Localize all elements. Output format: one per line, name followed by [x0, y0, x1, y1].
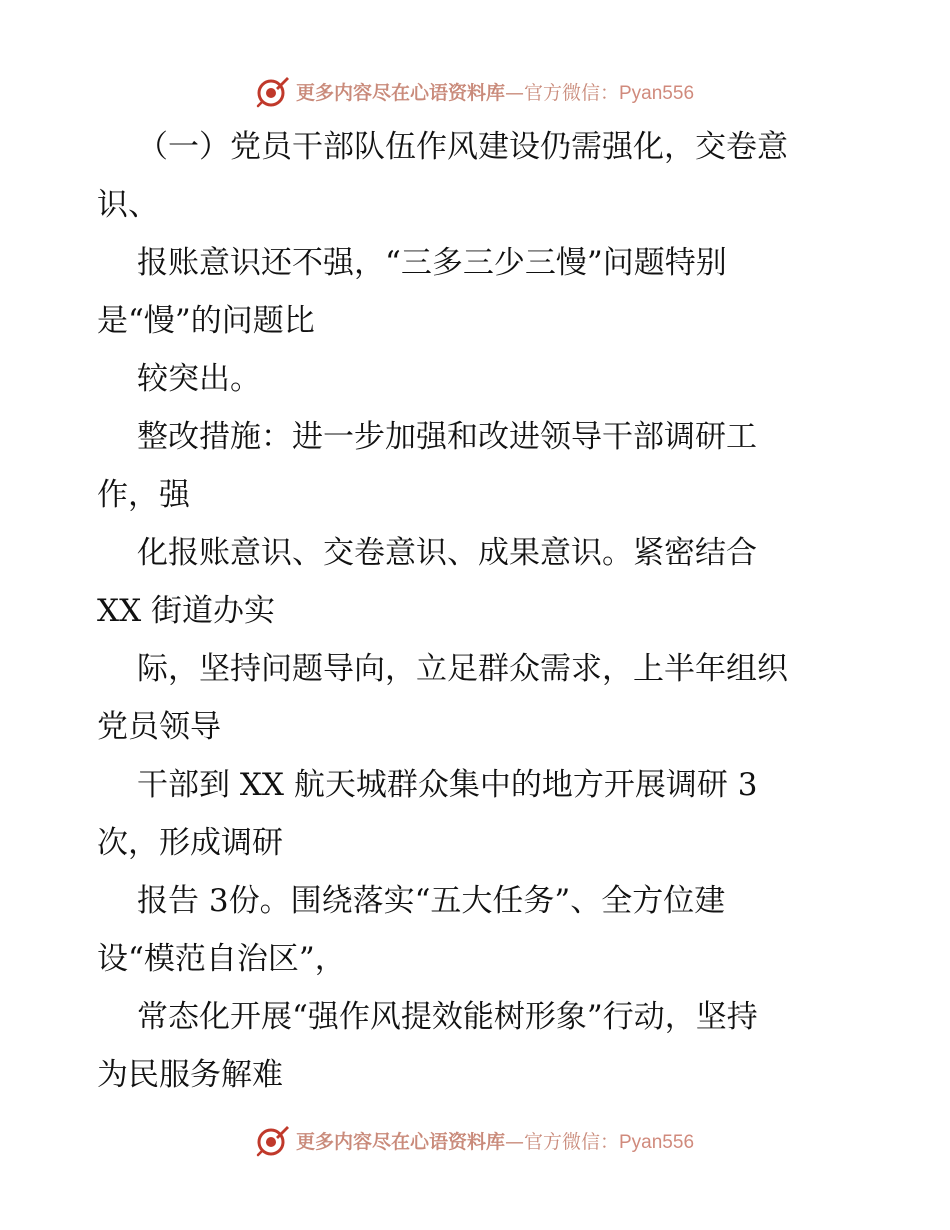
text-line: 整改措施：进一步加强和改进领导干部调研工 [137, 419, 757, 455]
text-line: 常态化开展“强作风提效能树形象”行动，坚持 [137, 999, 758, 1035]
text-line: 较突出。 [137, 361, 261, 397]
text-line: XX 街道办实 [97, 593, 275, 629]
document-body [97, 118, 867, 1104]
text-line: 际，坚持问题导向，立足群众需求，上半年组织 [137, 651, 788, 687]
watermark-text: 更多内容尽在心语资料库—官方微信：Pyan556 [295, 1130, 695, 1153]
pen-nib-logo-icon [256, 1123, 290, 1157]
text-line: 次，形成调研 [97, 825, 283, 861]
text-line: 作，强 [97, 477, 190, 513]
text-line: （一）党员干部队伍作风建设仍需强化，交卷意 [137, 129, 788, 165]
text-line: 为民服务解难 [97, 1057, 283, 1093]
pen-nib-logo-icon [256, 74, 290, 108]
text-line: 报账意识还不强，“三多三少三慢”问题特别 [137, 245, 727, 281]
text-line: 是“慢”的问题比 [97, 303, 315, 339]
text-line: 识、 [97, 187, 159, 223]
text-line: 干部到 XX 航天城群众集中的地方开展调研 3 [137, 767, 758, 803]
watermark-text: 更多内容尽在心语资料库—官方微信：Pyan556 [295, 81, 695, 104]
footer-watermark-banner [0, 1120, 950, 1160]
text-line: 设“模范自治区”， [97, 941, 346, 977]
text-line: 化报账意识、交卷意识、成果意识。紧密结合 [137, 535, 757, 571]
text-line: 报告 3份。围绕落实“五大任务”、全方位建 [137, 883, 726, 919]
text-line: 党员领导 [97, 709, 221, 745]
header-watermark-banner [0, 71, 950, 111]
